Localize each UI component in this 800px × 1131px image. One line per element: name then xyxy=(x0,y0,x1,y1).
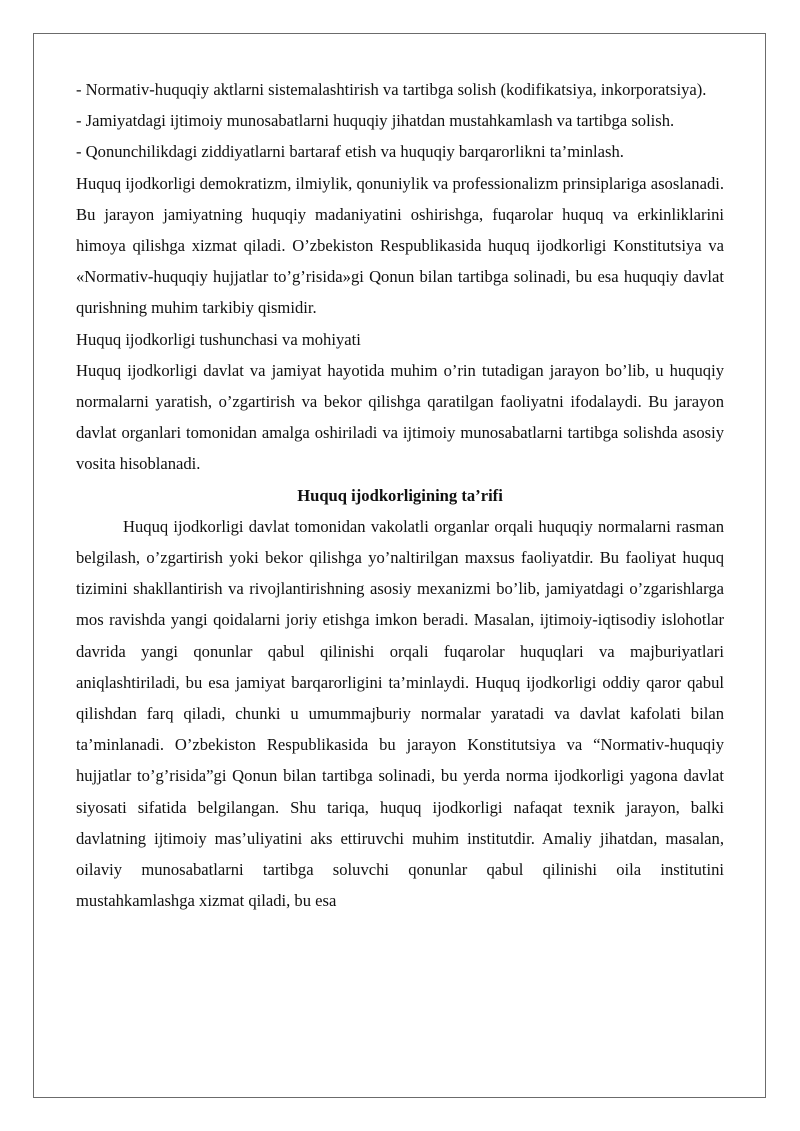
paragraph-principles: Huquq ijodkorligi demokratizm, ilmiylik, qonuniylik va professionalizm prinsiplariga asoslanadi. Bu jarayon jamiyatning huquqiy madaniyatini oshirishga, fuqarolar huquq va erkinliklarini himoya qilishga xizmat qiladi. O’zbekiston Respublikasida huquq ijodkorligi Konstitutsiya va «Normativ-huquqiy hujjatlar to’g’risida»gi Qonun bilan tartibga solinadi, bu esa huquqiy davlat qurishning muhim tarkibiy qismidir. xyxy=(76,173,724,318)
list-item-strengthening: - Jamiyatdagi ijtimoiy munosabatlarni huquqiy jihatdan mustahkamlash va tartibga solish. xyxy=(76,111,675,131)
paragraph-concept: Huquq ijodkorligi davlat va jamiyat hayotida muhim o’rin tutadigan jarayon bo’lib, u huquqiy normalarni yaratish, o’zgartirish va bekor qilishga qaratilgan faoliyatni ifodalaydi. Bu jarayon davlat organlari tomonidan amalga oshiriladi va ijtimoiy munosabatlarni tartibga solishda asosiy vosita hisoblanadi. xyxy=(76,360,724,474)
paragraph-definition: Huquq ijodkorligi davlat tomonidan vakolatli organlar orqali huquqiy normalarni rasman belgilash, o’zgartirish yoki bekor qilishga yo’naltirilgan maxsus faoliyatdir. Bu faoliyat huquq tizimini shakllantirish va rivojlantirishning asosiy mexanizmi bo’lib, jamiyatdagi o’zgarishlarga mos ravishda yangi qoidalarni joriy etishga imkon beradi. Masalan, ijtimoiy-iqtisodiy islohotlar davrida yangi qonunlar qabul qilinishi orqali fuqarolar huquqlari va majburiyatlari aniqlashtiriladi, bu esa jamiyat barqarorligini ta’minlaydi. Huquq ijodkorligi oddiy qaror qabul qilishdan farq qiladi, chunki u umummajburiy normalar yaratadi va davlat kafolati bilan ta’minlanadi. O’zbekiston Respublikasida bu jarayon Konstitutsiya va “Normativ-huquqiy hujjatlar to’g’risida”gi Qonun bilan tartibga solinadi, bu yerda norma ijodkorligi yagona davlat siyosati sifatida belgilangan. Shu tariqa, huquq ijodkorligi nafaqat texnik jarayon, balki davlatning ijtimoiy mas’uliyatini aks ettiruvchi muhim institutdir. Amaliy jihatdan, masalan, oilaviy munosabatlarni tartibga soluvchi qonunlar qabul qilinishi oila institutini mustahkamlashga xizmat qiladi, bu esa xyxy=(76,516,724,911)
subtitle-concept: Huquq ijodkorligi tushunchasi va mohiyati xyxy=(76,329,361,349)
document-body xyxy=(76,74,724,916)
list-item-contradictions: - Qonunchilikdagi ziddiyatlarni bartaraf etish va huquqiy barqarorlikni ta’minlash. xyxy=(76,142,624,162)
section-heading: Huquq ijodkorligining ta’rifi xyxy=(297,485,503,505)
list-item-systematization: - Normativ-huquqiy aktlarni sistemalashtirish va tartibga solish (kodifikatsiya, inkorporatsiya). xyxy=(76,80,707,99)
